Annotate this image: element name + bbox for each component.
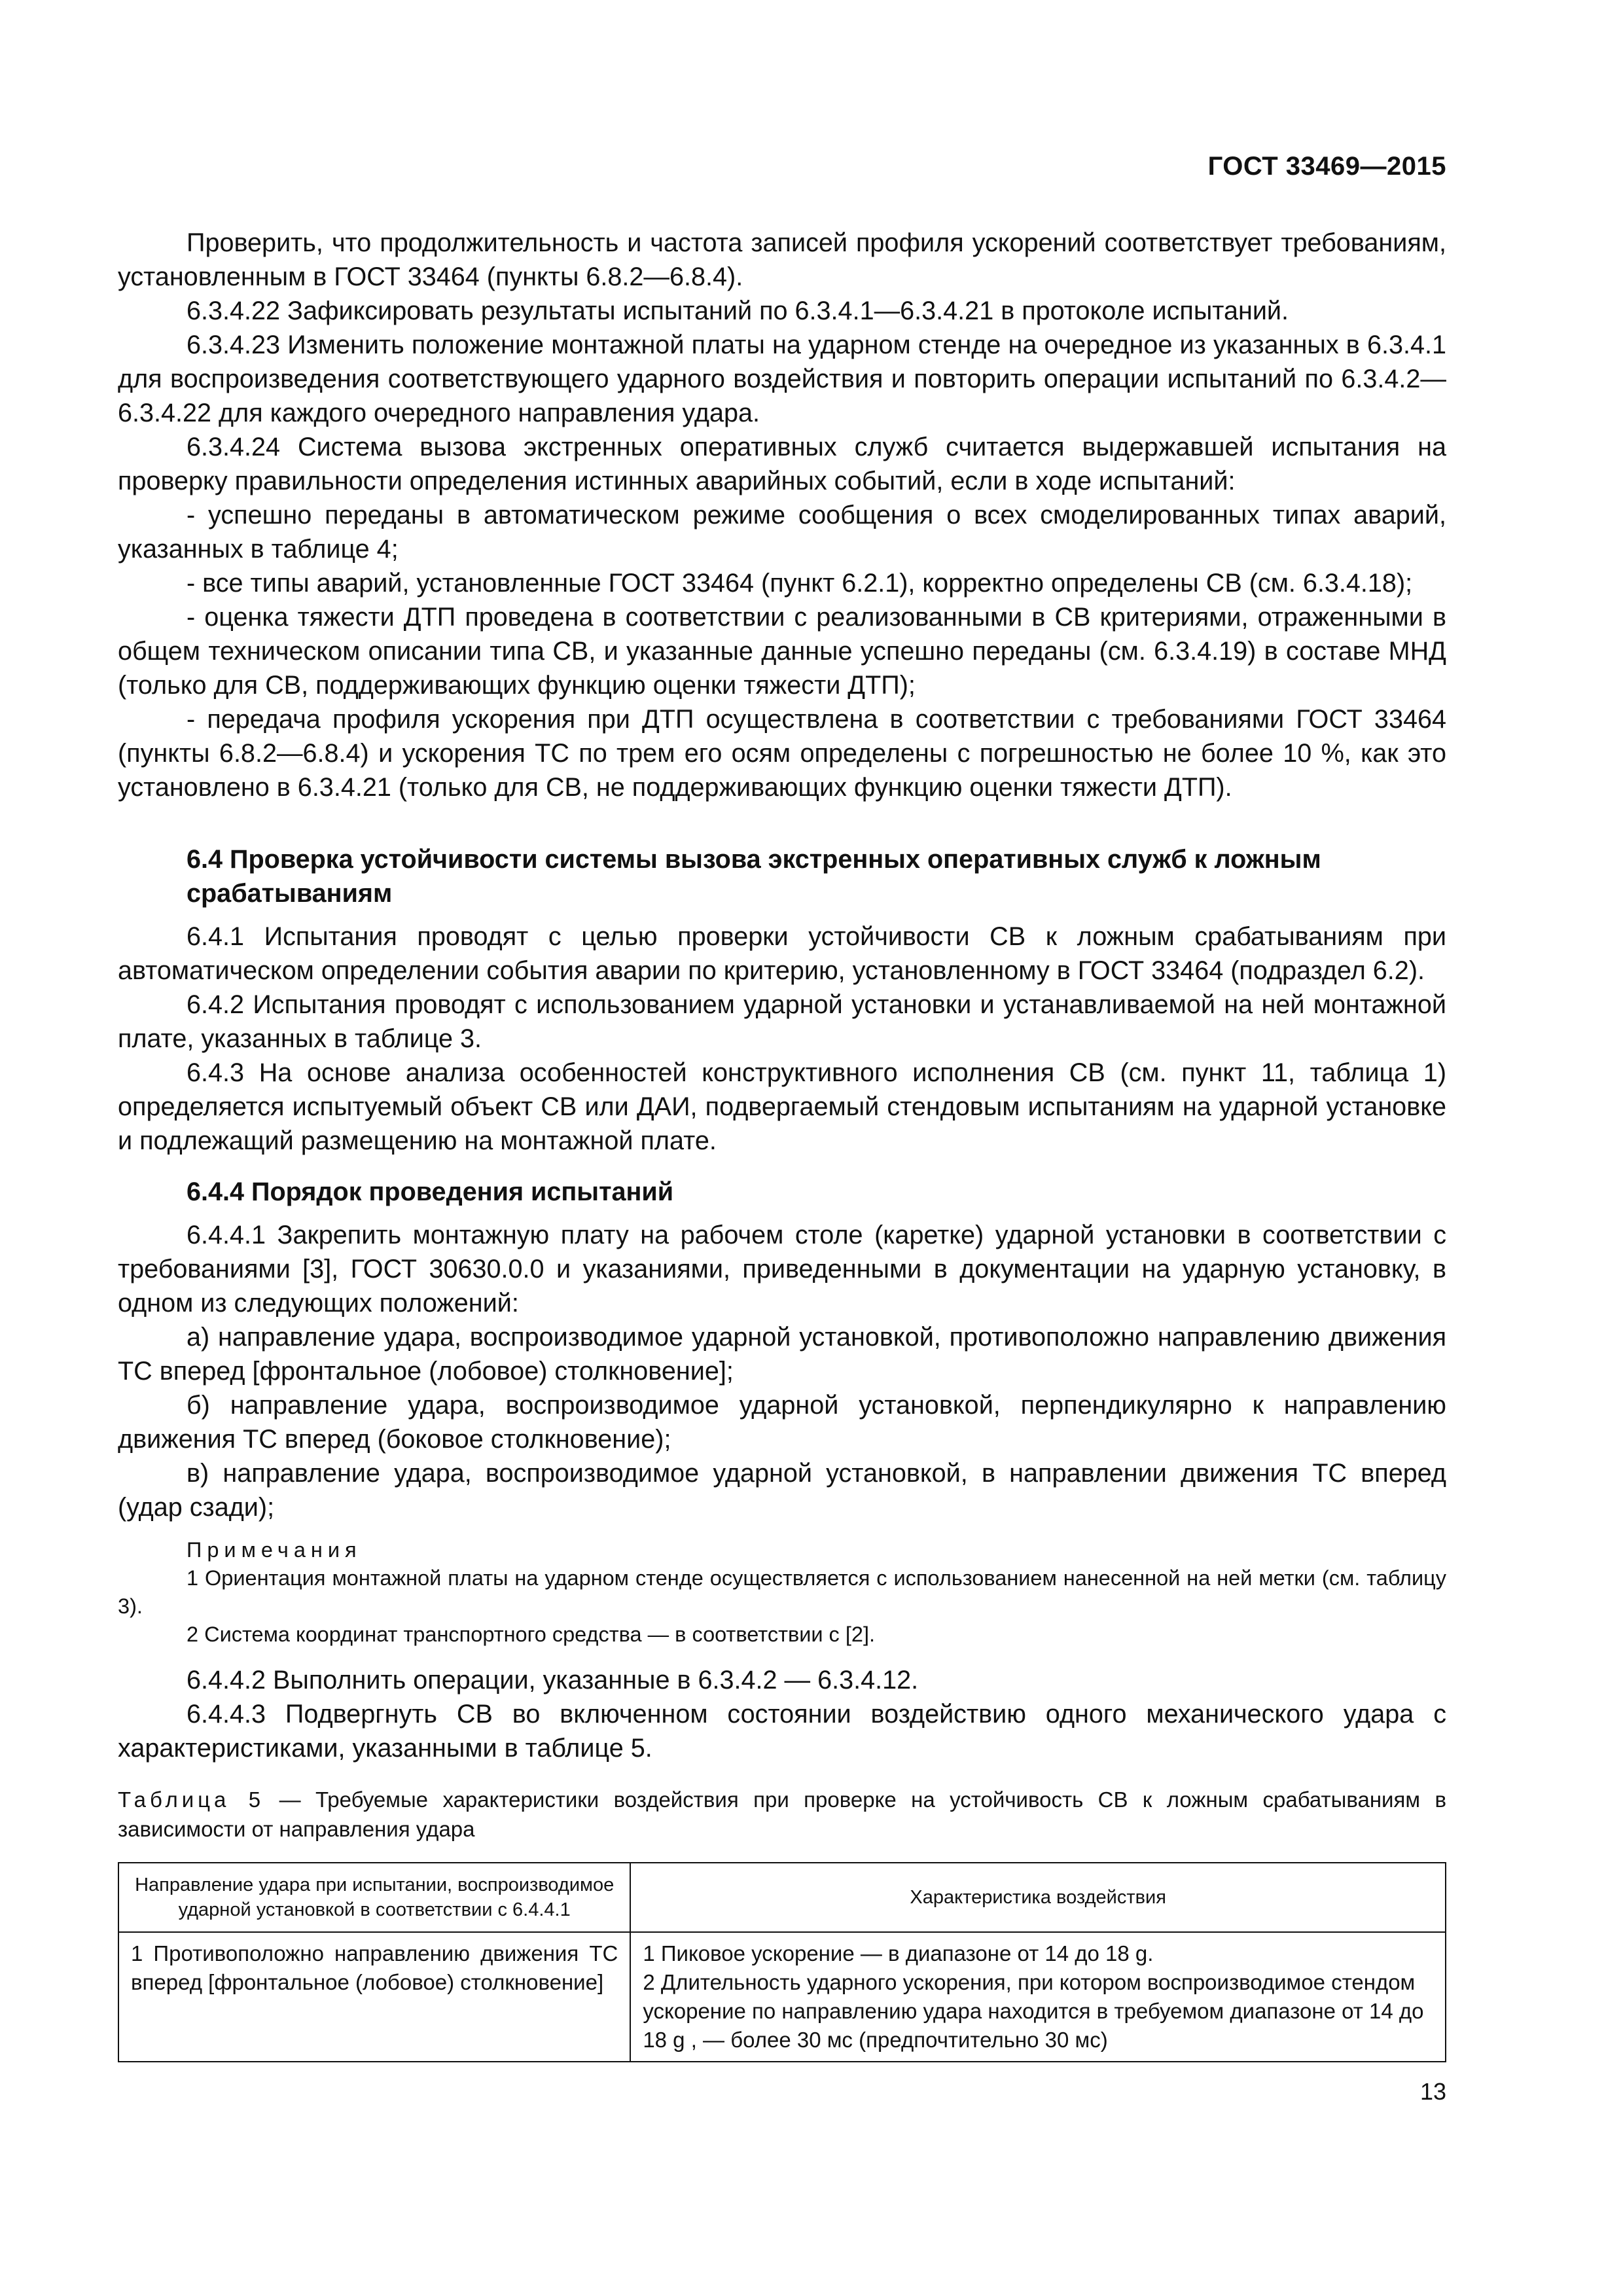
characteristic-item: 1 Пиковое ускорение — в диапазоне от 14 до 18 g. — [643, 1941, 1154, 1965]
document-code-header: ГОСТ 33469—2015 — [1207, 152, 1446, 181]
paragraph: 6.3.4.24 Система вызова экстренных оперативных служб считается выдержавшей испытания на проверку правильности определения истинных аварийных событий, если в ходе испытаний: — [118, 433, 1446, 495]
table-cell-characteristics — [630, 1932, 1446, 2062]
section-heading: 6.4 Проверка устойчивости системы вызова экстренных оперативных служб к ложным срабатываниям — [187, 845, 1321, 908]
table-5 — [118, 1862, 1446, 2062]
list-item: - передача профиля ускорения при ДТП осуществлена в соответствии с требованиями ГОСТ 33464 (пункты 6.8.2—6.8.4) и ускорения ТС по трем его осям определены с погрешностью не более 10 %, как это установлено в 6.3.4.21 (только для СВ, не поддерживающих функцию оценки тяжести ДТП). — [118, 705, 1446, 802]
list-item: а) направление удара, воспроизводимое ударной установкой, противоположно направлению движения ТС вперед [фронтальное (лобовое) столкновение]; — [118, 1323, 1446, 1386]
note-item: 1 Ориентация монтажной платы на ударном стенде осуществляется с использованием нанесенной на ней метки (см. таблицу 3). — [118, 1566, 1446, 1618]
page-number: 13 — [1419, 2078, 1446, 2105]
table-header-row — [118, 1863, 1446, 1932]
paragraph: 6.4.4.2 Выполнить операции, указанные в 6.3.4.2 — 6.3.4.12. — [187, 1666, 919, 1695]
table-caption-text: — Требуемые характеристики воздействия при проверке на устойчивость СВ к ложным срабатываниям в зависимости от направления удара — [118, 1787, 1446, 1841]
note-item: 2 Система координат транспортного средства — в соответствии с [2]. — [187, 1623, 875, 1646]
table-row — [118, 1932, 1446, 2062]
table-caption-label: Таблица 5 — [118, 1787, 265, 1812]
paragraph: 6.3.4.22 Зафиксировать результаты испытаний по 6.3.4.1—6.3.4.21 в протоколе испытаний. — [187, 296, 1289, 325]
paragraph: 6.4.4.1 Закрепить монтажную плату на рабочем столе (каретке) ударной установки в соответствии с требованиями [3], ГОСТ 30630.0.0 и указаниями, приведенными в документации на ударную установку, в одном из следующих положений: — [118, 1221, 1446, 1318]
list-item: б) направление удара, воспроизводимое ударной установкой, перпендикулярно к направлению движения ТС вперед (боковое столкновение); — [118, 1391, 1446, 1454]
paragraph: 6.4.4.3 Подвергнуть СВ во включенном состоянии воздействию одного механического удара с характеристиками, указанными в таблице 5. — [118, 1700, 1446, 1763]
page-content — [118, 226, 1446, 2062]
list-item: в) направление удара, воспроизводимое ударной установкой, в направлении движения ТС вперед (удар сзади); — [118, 1459, 1446, 1522]
table-header-cell-characteristics: Характеристика воздействия — [630, 1863, 1446, 1932]
list-item: - успешно переданы в автоматическом режиме сообщения о всех смоделированных типах аварий, указанных в таблице 4; — [118, 501, 1446, 564]
table-header-cell-direction: Направление удара при испытании, воспроизводимое ударной установкой в соответствии с 6.4.4.1 — [118, 1863, 630, 1932]
notes-block — [118, 1536, 1446, 1649]
list-item: - оценка тяжести ДТП проведена в соответствии с реализованными в СВ критериями, отраженными в общем техническом описании типа СВ, и указанные данные успешно переданы (см. 6.3.4.19) в составе МНД (только для СВ, поддерживающих функцию оценки тяжести ДТП); — [118, 603, 1446, 700]
table-caption — [118, 1785, 1446, 1844]
list-item: - все типы аварий, установленные ГОСТ 33464 (пункт 6.2.1), корректно определены СВ (см. 6.3.4.18); — [187, 569, 1413, 598]
characteristic-item: 2 Длительность ударного ускорения, при котором воспроизводимое стендом ускорение по направлению удара находится в требуемом диапазоне от 14 до 18 g , — более 30 мс (предпочтительно 30 мс) — [643, 1970, 1424, 2052]
paragraph: 6.4.2 Испытания проводят с использованием ударной установки и устанавливаемой на ней монтажной плате, указанных в таблице 3. — [118, 990, 1446, 1053]
subsection-heading: 6.4.4 Порядок проведения испытаний — [187, 1177, 674, 1206]
paragraph: 6.3.4.23 Изменить положение монтажной платы на ударном стенде на очередное из указанных в 6.3.4.1 для воспроизведения соответствующего ударного воздействия и повторить операции испытаний по 6.3.4.2—6.3.4.22 для каждого очередного направления удара. — [118, 331, 1446, 427]
notes-title: Примечания — [187, 1538, 362, 1562]
table-cell-direction: 1 Противоположно направлению движения ТС вперед [фронтальное (лобовое) столкновение] — [118, 1932, 630, 2062]
paragraph: 6.4.1 Испытания проводят с целью проверки устойчивости СВ к ложным срабатываниям при автоматическом определении события аварии по критерию, установленному в ГОСТ 33464 (подраздел 6.2). — [118, 922, 1446, 985]
paragraph: 6.4.3 На основе анализа особенностей конструктивного исполнения СВ (см. пункт 11, таблица 1) определяется испытуемый объект СВ или ДАИ, подвергаемый стендовым испытаниям на ударной установке и подлежащий размещению на монтажной плате. — [118, 1058, 1446, 1155]
paragraph: Проверить, что продолжительность и частота записей профиля ускорений соответствует требованиям, установленным в ГОСТ 33464 (пункты 6.8.2—6.8.4). — [118, 228, 1446, 291]
